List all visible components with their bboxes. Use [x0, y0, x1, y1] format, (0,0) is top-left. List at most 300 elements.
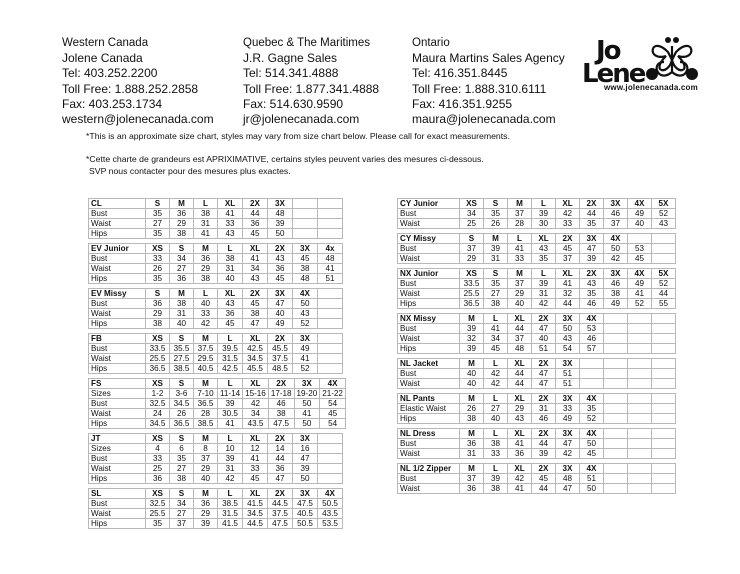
- size-cell: [604, 379, 628, 389]
- size-cell: L: [484, 359, 508, 369]
- size-cell: [604, 439, 628, 449]
- size-table-header: [89, 379, 346, 389]
- size-cell: 38: [604, 289, 628, 299]
- size-cell: 34: [460, 209, 484, 219]
- size-table-row: [89, 389, 346, 399]
- size-cell: XL: [508, 314, 532, 324]
- size-cell: [652, 334, 676, 344]
- measure-label: Bust: [89, 454, 146, 464]
- size-cell: 31: [218, 464, 243, 474]
- size-cell: 53.5: [318, 519, 343, 529]
- size-cell: 27: [170, 264, 194, 274]
- size-cell: [652, 449, 676, 459]
- size-cell: 51: [532, 344, 556, 354]
- size-table: [397, 358, 676, 389]
- size-cell: 4X: [628, 199, 652, 209]
- size-cell: 38: [484, 439, 508, 449]
- size-cell: 31: [170, 309, 194, 319]
- size-cell: [628, 344, 652, 354]
- size-table-header: [398, 199, 676, 209]
- size-cell: 39: [293, 464, 318, 474]
- size-cell: 2X: [268, 244, 293, 254]
- size-cell: 37: [460, 474, 484, 484]
- size-cell: 41: [293, 354, 318, 364]
- size-cell: 44: [508, 369, 532, 379]
- measure-label: Hips: [89, 364, 146, 374]
- size-cell: 21-22: [320, 389, 346, 399]
- size-cell: 14: [268, 444, 293, 454]
- size-cell: [652, 474, 676, 484]
- size-cell: 25.5: [460, 289, 484, 299]
- size-cell: 38: [484, 299, 508, 309]
- size-table: [397, 463, 676, 494]
- size-cell: L: [484, 464, 508, 474]
- size-cell: 35: [170, 454, 194, 464]
- size-cell: 33: [146, 454, 170, 464]
- measure-label: Bust: [398, 474, 460, 484]
- size-cell: 46: [580, 299, 604, 309]
- size-cell: [293, 219, 318, 229]
- size-cell: 41: [484, 324, 508, 334]
- size-cell: 43: [218, 299, 243, 309]
- size-cell: 39: [460, 324, 484, 334]
- size-cell: 34.5: [243, 509, 268, 519]
- size-cell: 41: [508, 439, 532, 449]
- svg-text:Jo: Jo: [596, 36, 620, 66]
- size-cell: 45: [580, 449, 604, 459]
- size-cell: 50: [556, 324, 580, 334]
- size-cell: 30.5: [218, 409, 243, 419]
- size-cell: 3X: [556, 314, 580, 324]
- measure-label: Hips: [398, 299, 460, 309]
- size-cell: S: [170, 334, 194, 344]
- size-cell: [293, 209, 318, 219]
- size-cell: 35: [484, 209, 508, 219]
- measure-label: Bust: [398, 209, 460, 219]
- size-cell: 31: [460, 449, 484, 459]
- size-cell: 35: [580, 404, 604, 414]
- size-cell: 37: [508, 279, 532, 289]
- size-table-row: [398, 484, 676, 494]
- size-table: [397, 313, 676, 354]
- size-table: [88, 243, 343, 284]
- size-cell: 45: [484, 344, 508, 354]
- size-cell: 40: [532, 334, 556, 344]
- size-cell: 54: [320, 399, 346, 409]
- size-cell: [604, 484, 628, 494]
- size-cell: 3X: [556, 359, 580, 369]
- size-cell: 5X: [652, 199, 676, 209]
- size-cell: 35: [580, 289, 604, 299]
- size-cell: 2X: [268, 489, 293, 499]
- measure-label: Waist: [89, 509, 146, 519]
- size-cell: 50: [294, 399, 320, 409]
- measure-label: Waist: [398, 254, 460, 264]
- agency-name: Jolene Canada: [62, 51, 143, 66]
- contact-western: [62, 36, 214, 127]
- size-cell: [604, 324, 628, 334]
- size-cell: 51: [318, 274, 343, 284]
- size-cell: 10: [218, 444, 243, 454]
- size-cell: 35: [580, 219, 604, 229]
- size-cell: 4X: [604, 234, 628, 244]
- size-cell: 52: [293, 364, 318, 374]
- size-cell: [318, 209, 343, 219]
- size-cell: 44: [532, 484, 556, 494]
- size-cell: 28: [508, 219, 532, 229]
- size-table-row: [89, 509, 343, 519]
- size-cell: 39.5: [218, 344, 243, 354]
- measure-label: Waist: [89, 309, 146, 319]
- size-cell: [628, 314, 652, 324]
- size-cell: M: [460, 314, 484, 324]
- size-cell: [604, 334, 628, 344]
- size-cell: 3X: [293, 334, 318, 344]
- size-cell: 45: [532, 474, 556, 484]
- size-cell: 3X: [604, 199, 628, 209]
- size-cell: 8: [194, 444, 218, 454]
- size-cell: M: [460, 359, 484, 369]
- size-cell: 34: [170, 254, 194, 264]
- size-cell: 33: [218, 219, 243, 229]
- measure-label: Hips: [89, 229, 146, 239]
- size-cell: XS: [146, 379, 170, 389]
- size-cell: [318, 229, 343, 239]
- size-cell: XS: [146, 489, 170, 499]
- size-cell: 44: [532, 439, 556, 449]
- size-cell: 48.5: [268, 364, 293, 374]
- size-cell: 4X: [628, 269, 652, 279]
- size-cell: XS: [146, 434, 170, 444]
- size-cell: [652, 324, 676, 334]
- size-cell: 35: [146, 519, 170, 529]
- size-cell: 40: [628, 219, 652, 229]
- style-name: NL Pants: [398, 394, 460, 404]
- size-cell: 53: [580, 324, 604, 334]
- size-cell: 49: [628, 279, 652, 289]
- size-cell: 27: [484, 404, 508, 414]
- size-cell: [628, 369, 652, 379]
- size-table-row: [398, 414, 676, 424]
- size-table: [397, 268, 676, 309]
- size-cell: 2X: [532, 429, 556, 439]
- size-cell: 47: [532, 324, 556, 334]
- size-cell: 26: [146, 264, 170, 274]
- size-cell: 35: [146, 229, 170, 239]
- size-cell: L: [532, 269, 556, 279]
- measure-label: Bust: [398, 279, 460, 289]
- size-cell: 33: [508, 254, 532, 264]
- size-cell: 31: [532, 289, 556, 299]
- size-table-row: [89, 219, 343, 229]
- size-table-row: [398, 369, 676, 379]
- size-cell: 38: [293, 264, 318, 274]
- size-cell: 39: [268, 219, 293, 229]
- size-cell: 41: [243, 254, 268, 264]
- size-cell: 41.5: [243, 499, 268, 509]
- phone: Tel: 416.351.8445: [412, 66, 508, 81]
- size-cell: L: [484, 314, 508, 324]
- size-cell: [652, 344, 676, 354]
- size-cell: 37.5: [268, 354, 293, 364]
- size-cell: [652, 404, 676, 414]
- size-cell: 42: [243, 399, 269, 409]
- size-cell: 40: [194, 474, 218, 484]
- size-cell: 51: [556, 369, 580, 379]
- size-cell: 52: [293, 319, 318, 329]
- size-cell: L: [218, 244, 243, 254]
- size-cell: [628, 414, 652, 424]
- size-cell: 2X: [268, 434, 293, 444]
- size-cell: 47: [580, 244, 604, 254]
- size-cell: [604, 474, 628, 484]
- size-cell: 36.5: [194, 399, 218, 409]
- size-cell: 27: [170, 509, 194, 519]
- size-cell: 52: [628, 299, 652, 309]
- size-cell: 43: [652, 219, 676, 229]
- size-cell: 42.5: [218, 364, 243, 374]
- size-cell: 29: [460, 254, 484, 264]
- size-cell: [628, 404, 652, 414]
- size-cell: 42: [194, 319, 218, 329]
- measure-label: Waist: [398, 219, 460, 229]
- size-table-header: [89, 289, 343, 299]
- size-cell: 36: [460, 484, 484, 494]
- agency-name: J.R. Gagne Sales: [243, 51, 338, 66]
- size-cell: 2X: [532, 314, 556, 324]
- size-cell: [604, 359, 628, 369]
- size-cell: 42.5: [243, 344, 268, 354]
- size-cell: 44.5: [243, 519, 268, 529]
- measure-label: Hips: [89, 519, 146, 529]
- size-cell: [652, 234, 676, 244]
- size-cell: 4X: [580, 314, 604, 324]
- size-cell: [293, 229, 318, 239]
- measure-label: Waist: [89, 264, 146, 274]
- size-cell: 35: [146, 209, 170, 219]
- size-cell: 41: [194, 229, 218, 239]
- measure-label: Waist: [398, 449, 460, 459]
- size-cell: 40.5: [293, 509, 318, 519]
- size-table-header: [398, 464, 676, 474]
- size-cell: L: [508, 234, 532, 244]
- size-cell: 36: [194, 499, 218, 509]
- size-cell: [628, 379, 652, 389]
- size-table-row: [398, 219, 676, 229]
- size-cell: 38: [218, 254, 243, 264]
- size-cell: 45.5: [268, 344, 293, 354]
- size-cell: 34.5: [170, 399, 194, 409]
- measure-label: Waist: [89, 219, 146, 229]
- size-table-row: [89, 474, 343, 484]
- size-cell: M: [170, 199, 194, 209]
- size-cell: S: [484, 269, 508, 279]
- measure-label: Hips: [89, 319, 146, 329]
- size-cell: 33: [194, 309, 218, 319]
- size-table-row: [89, 354, 343, 364]
- measure-label: Hips: [89, 474, 146, 484]
- size-cell: 49: [293, 344, 318, 354]
- size-table-row: [89, 229, 343, 239]
- style-name: FS: [89, 379, 146, 389]
- size-cell: 39: [218, 454, 243, 464]
- size-cell: 42: [484, 369, 508, 379]
- size-cell: 48: [268, 209, 293, 219]
- contact-ontario: [412, 36, 565, 127]
- size-cell: 17-18: [268, 389, 294, 399]
- size-cell: 3X: [556, 394, 580, 404]
- size-cell: [652, 254, 676, 264]
- size-cell: 43.5: [318, 509, 343, 519]
- size-cell: 38: [170, 229, 194, 239]
- size-cell: 50: [294, 419, 320, 429]
- size-cell: 40: [194, 299, 218, 309]
- size-cell: 47: [293, 454, 318, 464]
- size-cell: 5X: [652, 269, 676, 279]
- size-cell: 42: [532, 299, 556, 309]
- size-table-row: [398, 299, 676, 309]
- size-cell: 48: [556, 474, 580, 484]
- size-cell: 42: [556, 449, 580, 459]
- svg-text:Lene: Lene: [582, 59, 645, 89]
- region-name: Western Canada: [62, 37, 149, 49]
- size-cell: 2X: [243, 199, 268, 209]
- size-cell: XS: [146, 334, 170, 344]
- size-cell: 34.5: [243, 354, 268, 364]
- size-cell: 35: [146, 274, 170, 284]
- size-cell: 35: [532, 254, 556, 264]
- size-table-header: [89, 434, 343, 444]
- size-cell: 45.5: [243, 364, 268, 374]
- size-table-header: [89, 244, 343, 254]
- size-cell: S: [170, 434, 194, 444]
- style-name: CY Junior: [398, 199, 460, 209]
- size-table-row: [89, 209, 343, 219]
- size-cell: 42: [484, 379, 508, 389]
- size-table-header: [398, 234, 676, 244]
- size-cell: 47: [556, 439, 580, 449]
- email: jr@jolenecanada.com: [243, 112, 360, 127]
- size-cell: 33: [484, 449, 508, 459]
- size-cell: [652, 379, 676, 389]
- size-cell: 33.5: [146, 344, 170, 354]
- size-cell: [580, 359, 604, 369]
- size-cell: 45: [243, 299, 268, 309]
- size-cell: XL: [243, 379, 269, 389]
- size-cell: [318, 289, 343, 299]
- size-cell: 7-10: [194, 389, 218, 399]
- size-cell: 41: [318, 264, 343, 274]
- measure-label: Hips: [89, 274, 146, 284]
- size-cell: 2X: [268, 334, 293, 344]
- size-cell: 39: [532, 209, 556, 219]
- size-cell: 35: [484, 279, 508, 289]
- size-table-row: [89, 444, 343, 454]
- size-cell: XL: [532, 234, 556, 244]
- measure-label: Hips: [398, 414, 460, 424]
- style-name: EV Junior: [89, 244, 146, 254]
- size-cell: [628, 449, 652, 459]
- size-cell: S: [460, 234, 484, 244]
- size-cell: 39: [580, 254, 604, 264]
- size-cell: 6: [170, 444, 194, 454]
- size-cell: [652, 464, 676, 474]
- size-cell: 41: [508, 244, 532, 254]
- size-cell: 33.5: [460, 279, 484, 289]
- size-cell: 52: [652, 279, 676, 289]
- size-cell: [604, 404, 628, 414]
- size-cell: 4: [146, 444, 170, 454]
- size-cell: [604, 414, 628, 424]
- agency-name: Maura Martins Sales Agency: [412, 51, 565, 66]
- size-cell: 38: [484, 484, 508, 494]
- size-cell: M: [194, 334, 218, 344]
- size-cell: M: [508, 269, 532, 279]
- size-cell: 43: [580, 279, 604, 289]
- size-cell: 41: [218, 209, 243, 219]
- size-cell: [628, 439, 652, 449]
- size-cell: 47: [556, 484, 580, 494]
- size-cell: 2X: [532, 359, 556, 369]
- size-cell: 38.5: [218, 499, 243, 509]
- size-cell: 41: [218, 419, 243, 429]
- size-cell: [318, 309, 343, 319]
- size-cell: XS: [460, 199, 484, 209]
- size-cell: 41: [243, 454, 268, 464]
- measure-label: Waist: [398, 334, 460, 344]
- measure-label: Bust: [89, 209, 146, 219]
- size-cell: [652, 359, 676, 369]
- size-cell: 3X: [293, 434, 318, 444]
- size-cell: 4X: [318, 489, 343, 499]
- measure-label: Waist: [398, 484, 460, 494]
- measure-label: Bust: [398, 324, 460, 334]
- size-table-row: [89, 364, 343, 374]
- size-cell: [628, 484, 652, 494]
- size-cell: 50: [293, 474, 318, 484]
- size-cell: 31: [532, 404, 556, 414]
- size-cell: 36: [170, 209, 194, 219]
- measure-label: Hips: [398, 344, 460, 354]
- style-name: NX Missy: [398, 314, 460, 324]
- size-table-row: [89, 309, 343, 319]
- size-cell: 32: [556, 289, 580, 299]
- size-table-header: [89, 334, 343, 344]
- size-cell: 37.5: [268, 509, 293, 519]
- size-cell: 37: [460, 244, 484, 254]
- size-cell: 11-14: [218, 389, 243, 399]
- size-cell: 42: [218, 474, 243, 484]
- size-cell: 46: [604, 279, 628, 289]
- size-cell: 2X: [556, 234, 580, 244]
- size-cell: 36: [146, 299, 170, 309]
- size-cell: [318, 464, 343, 474]
- measure-label: Hips: [89, 419, 146, 429]
- size-cell: 2X: [268, 379, 294, 389]
- size-table: [88, 333, 343, 374]
- size-cell: 39: [460, 344, 484, 354]
- size-cell: [604, 464, 628, 474]
- size-cell: 49: [268, 319, 293, 329]
- size-cell: 44.5: [268, 499, 293, 509]
- size-cell: M: [460, 464, 484, 474]
- size-cell: 29.5: [194, 354, 218, 364]
- size-cell: 44: [580, 209, 604, 219]
- toll-free: Toll Free: 1.877.341.4888: [243, 81, 380, 96]
- size-cell: 33: [243, 464, 268, 474]
- size-cell: 47.5: [268, 519, 293, 529]
- email: western@jolenecanada.com: [62, 112, 214, 127]
